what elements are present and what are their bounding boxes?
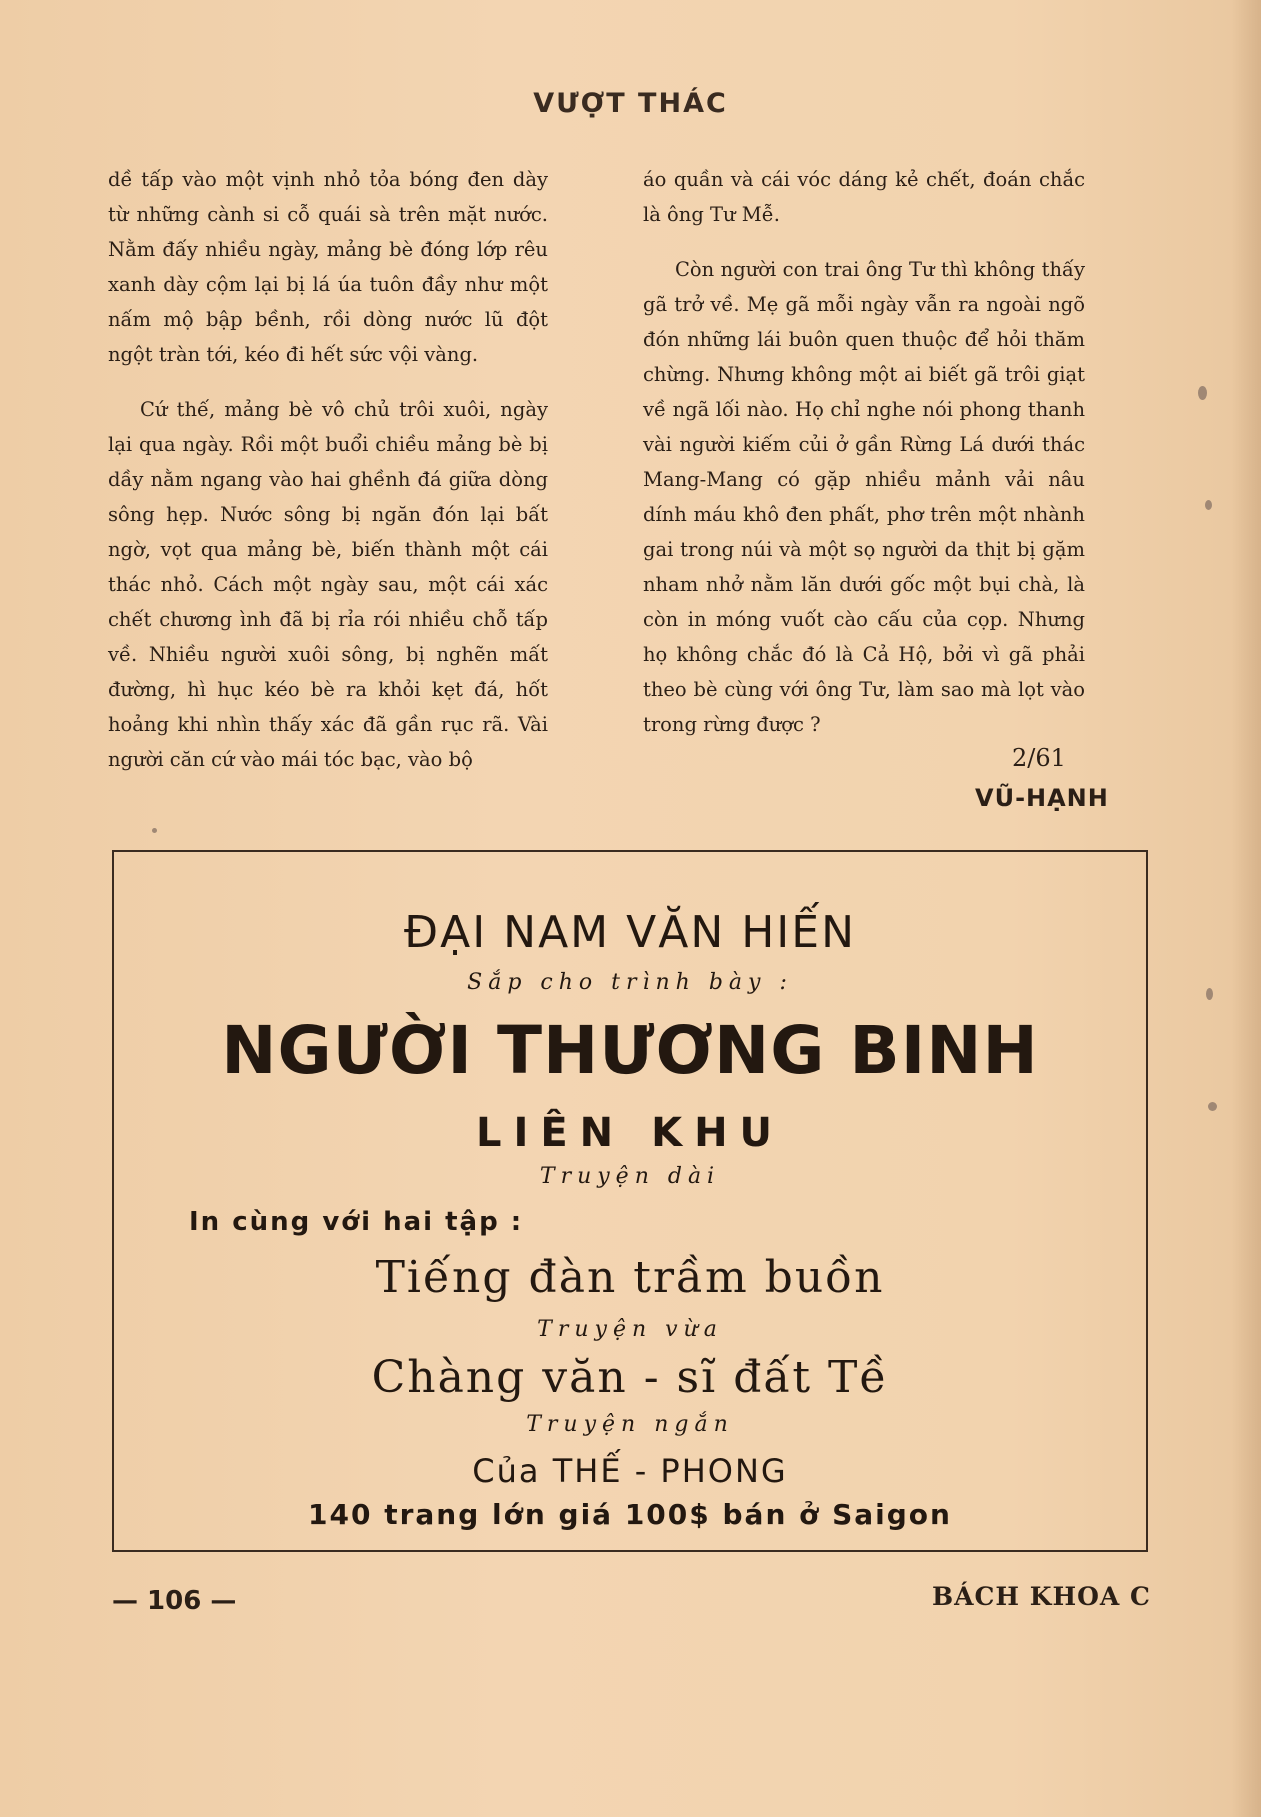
ad-genre-2: Truyện vừa [537,1317,723,1342]
ad-price: 140 trang lớn giá 100$ bán ở Saigon [308,1498,952,1531]
ad-also-with: In cùng với hai tập : [189,1207,524,1237]
left-paragraph-1: dề tấp vào một vịnh nhỏ tỏa bóng đen dày từ những cành si cỗ quái sà trên mặt nước. Nằm đấy nhiều ngày, mảng bè đóng lớp rêu xanh dày cộm lại bị lá úa tuôn đầy như một nấm mộ bập bềnh, rồi dòng nước lũ đột ngột tràn tới, kéo đi hết sức vội vàng. [108,168,548,366]
signature-author: VŨ-HẠNH [975,784,1109,812]
ad-series: LIÊN KHU [475,1110,785,1156]
paper-speck [1205,500,1212,510]
running-head: VƯỢT THÁC [533,88,728,119]
ad-genre-3: Truyện ngắn [526,1412,734,1437]
left-column [108,162,548,797]
ad-publisher: ĐẠI NAM VĂN HIẾN [404,907,856,958]
paper-speck [1208,1102,1217,1111]
advertisement-box [112,850,1148,1552]
ad-title: NGƯỜI THƯƠNG BINH [221,1012,1039,1089]
left-paragraph-2: Cứ thế, mảng bè vô chủ trôi xuôi, ngày lại qua ngày. Rồi một buổi chiều mảng bè bị dầy nằm ngang vào hai ghềnh đá giữa dòng sông hẹp. Nước sông bị ngăn đón lại bất ngờ, vọt qua mảng bè, biến thành một cái thác nhỏ. Cách một ngày sau, một cái xác chết chương ình đã bị rỉa rói nhiều chỗ tấp về. Nhiều người xuôi sông, bị nghẽn mất đường, hì hục kéo bè ra khỏi kẹt đá, hốt hoảng khi nhìn thấy xác đã gần rục rã. Vài người căn cứ vào mái tóc bạc, vào bộ [108,398,548,771]
ad-genre-1: Truyện dài [539,1164,721,1189]
page-number: — 106 — [112,1586,237,1616]
right-paragraph-1: áo quần và cái vóc dáng kẻ chết, đoán chắc là ông Tư Mễ. [643,168,1085,226]
signature-date: 2/61 [1012,744,1066,772]
magazine-name: BÁCH KHOA C [932,1582,1151,1611]
ad-presents: Sắp cho trình bày : [467,970,793,995]
page-edge-shadow [1231,0,1261,1817]
ad-author: Của THẾ - PHONG [472,1452,788,1490]
paper-speck [152,828,157,833]
ad-book-1: Tiếng đàn trầm buồn [375,1252,885,1303]
ad-book-2: Chàng văn - sĩ đất Tề [371,1352,889,1403]
paper-speck [1198,386,1207,400]
right-paragraph-2: Còn người con trai ông Tư thì không thấy gã trở về. Mẹ gã mỗi ngày vẫn ra ngoài ngõ đón những lái buôn quen thuộc để hỏi thăm chừng. Nhưng không một ai biết gã trôi giạt về ngã lối nào. Họ chỉ nghe nói phong thanh vài người kiếm củi ở gần Rừng Lá dưới thác Mang-Mang có gặp nhiều mảnh vải nâu dính máu khô đen phất, phơ trên một nhành gai trong núi và một sọ người da thịt bị gặm nham nhở nằm lăn dưới gốc một bụi chà, là còn in móng vuốt cào cấu của cọp. Nhưng họ không chắc đó là Cả Hộ, bởi vì gã phải theo bè cùng với ông Tư, làm sao mà lọt vào trong rừng được ? [643,258,1085,736]
right-column [643,162,1085,762]
paper-speck [1206,988,1213,1000]
